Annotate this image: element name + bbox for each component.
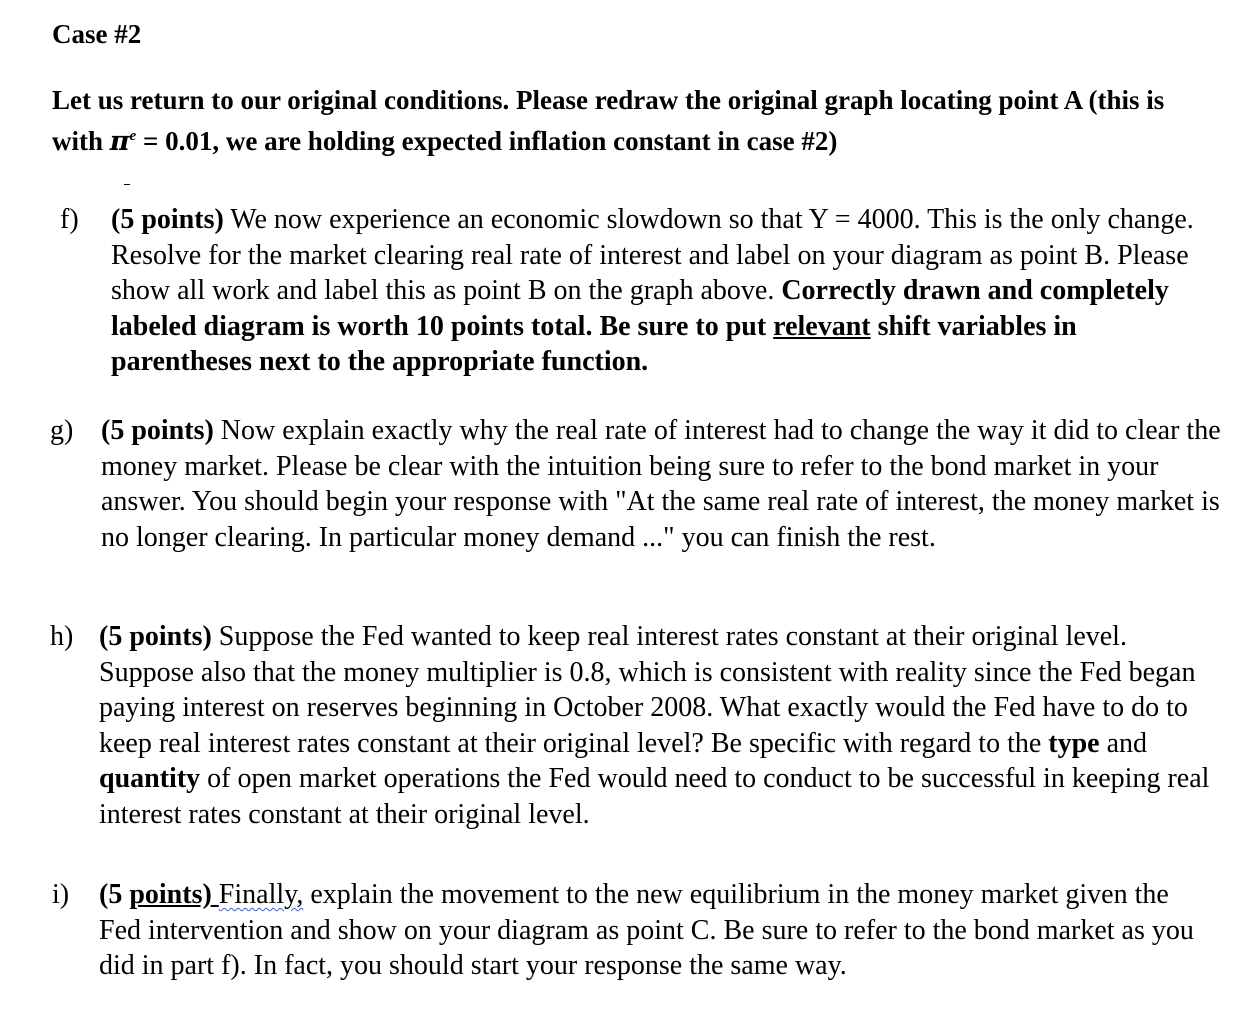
bold-instruction-end: shift variables in parentheses next to the appropriate function. bbox=[111, 310, 1077, 377]
question-body-3: of open market operations the Fed would need to conduct to be successful in keeping real interest rates constant at their original level. bbox=[99, 763, 1210, 830]
intro-text-2: = 0.01, we are holding expected inflation constant in case #2) bbox=[136, 126, 838, 156]
intro-text-1: Let us return to our original conditions. Please redraw the original graph locating point A (this is with bbox=[52, 85, 1165, 156]
question-body: We now experience an economic slowdown so that Y = 4000. This is the only change. Resolve for the market clearing real rate of interest and label on your diagram as point B. Please show all work and label this as point B on the graph above. bbox=[111, 204, 1194, 306]
question-text bbox=[101, 413, 1226, 555]
question-text bbox=[99, 619, 1214, 832]
underlined-word: relevant bbox=[773, 310, 871, 342]
stray-mark bbox=[124, 184, 130, 185]
question-marker: i) bbox=[52, 879, 70, 910]
question-g bbox=[50, 413, 1240, 593]
bold-quantity: quantity bbox=[99, 763, 201, 794]
question-body-2: and bbox=[1099, 727, 1148, 759]
case-title: Case #2 bbox=[52, 19, 142, 49]
points-label: (5 points) bbox=[99, 621, 212, 652]
bold-instruction: Correctly drawn and completely labeled diagram is worth 10 points total. Be sure to put bbox=[111, 275, 1169, 342]
question-text bbox=[99, 877, 1209, 984]
pi-symbol: π bbox=[109, 126, 130, 157]
question-i bbox=[52, 877, 1242, 987]
question-body: Now explain exactly why the real rate of interest had to change the way it did to clear the money market. Please be clear with the intuition being sure to refer to the bond market in your answer. You should begin your response with "At the same real rate of interest, the money market is no longer clearing. In particular money demand ..." you can finish the rest. bbox=[101, 415, 1221, 553]
question-marker: h) bbox=[50, 621, 74, 652]
points-label: (5 points) bbox=[111, 204, 224, 235]
pi-superscript: e bbox=[129, 128, 137, 144]
underlined-space bbox=[212, 879, 219, 910]
question-body-1: Suppose the Fed wanted to keep real interest rates constant at their original level. Suppose also that the money multiplier is 0.8, which is consistent with reality since the Fed began paying interest on reserves beginning in October 2008. What exactly would the Fed have to do to keep real interest rates constant at their original level? Be specific with regard to the bbox=[99, 621, 1196, 759]
question-body: explain the movement to the new equilibrium in the money market given the Fed intervention and show on your diagram as point C. Be sure to refer to the bond market as you did in part f). In fact, you should start your response the same way. bbox=[99, 879, 1194, 981]
question-marker: f) bbox=[60, 204, 79, 235]
points-label-open: (5 bbox=[99, 879, 130, 910]
question-h bbox=[50, 619, 1240, 869]
bold-type: type bbox=[1048, 727, 1100, 759]
question-f bbox=[60, 202, 1240, 382]
points-label-underlined: points) bbox=[129, 879, 212, 910]
intro-paragraph bbox=[52, 82, 1202, 160]
spellcheck-word: Finally, bbox=[218, 879, 304, 910]
points-label: (5 points) bbox=[101, 415, 214, 446]
question-marker: g) bbox=[50, 415, 74, 446]
question-text bbox=[111, 202, 1221, 380]
